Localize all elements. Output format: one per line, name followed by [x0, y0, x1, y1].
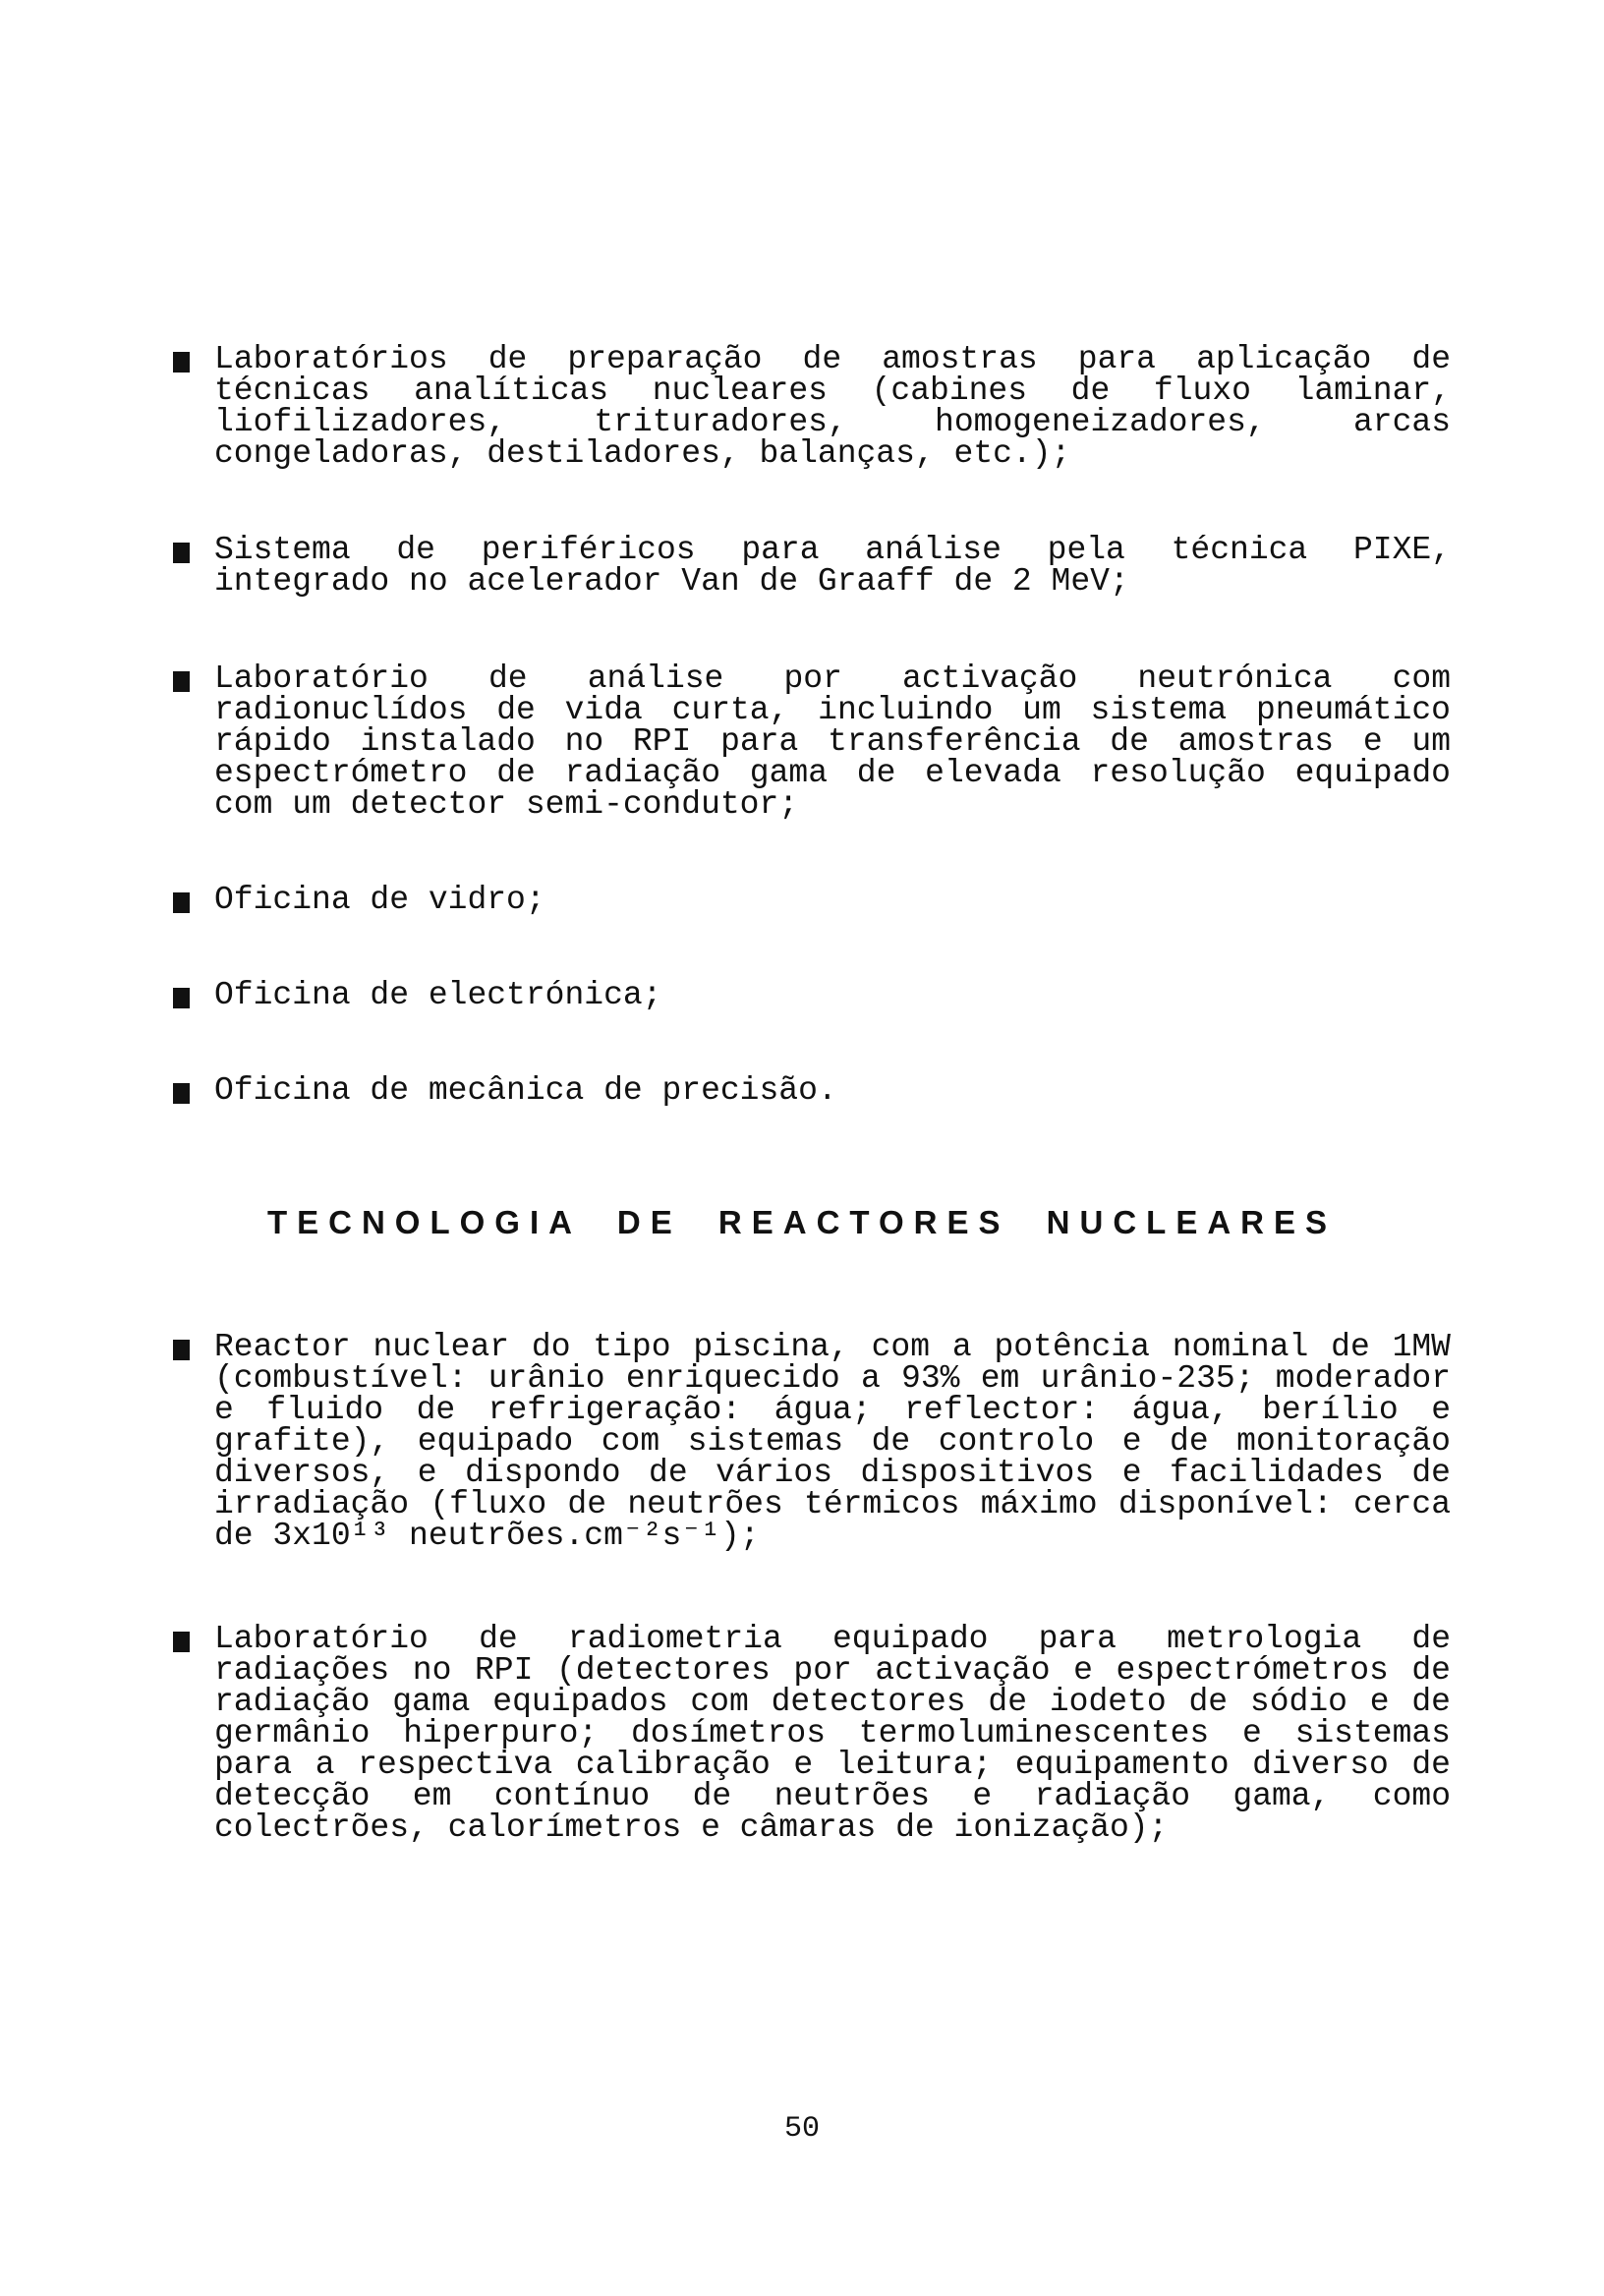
bullet-marker	[173, 352, 190, 373]
list-item	[173, 1072, 1451, 1115]
list-item-text: Sistema de periféricos para análise pela técnica PIXE, integrado no acelerador Van de Graaff de 2 MeV;	[214, 532, 1470, 600]
list-item	[173, 882, 1451, 924]
list-item	[173, 1329, 1470, 1568]
section-heading: TECNOLOGIA DE REACTORES NUCLEARES	[266, 1204, 1338, 1240]
list-item-text: Oficina de vidro;	[214, 882, 545, 918]
page-number: 50	[783, 2112, 820, 2146]
bullet-marker	[173, 892, 190, 913]
list-item-text: Oficina de electrónica;	[214, 977, 662, 1013]
bullet-marker	[173, 1083, 190, 1104]
list-item-text: Oficina de mecânica de precisão.	[214, 1072, 837, 1109]
list-item	[173, 341, 1470, 482]
list-item	[173, 660, 1470, 831]
bullet-marker	[173, 1340, 190, 1360]
bullet-marker	[173, 1632, 190, 1652]
bullet-marker	[173, 671, 190, 692]
list-item-text: Laboratório de análise por activação neutrónica com radionuclídos de vida curta, incluindo um sistema pneumático rápido instalado no RPI para transferência de amostras e um espectrómetro de radiação gama de elevada resolução equipado com um detector semi-condutor;	[214, 660, 1470, 823]
list-item-text: Reactor nuclear do tipo piscina, com a potência nominal de 1MW (combustível: urânio enriquecido a 93% em urânio-235; moderador e fluido de refrigeração: água; reflector: água, berílio e grafite), equipado com sistemas de controlo e de monitoração diversos, e dispondo de vários dispositivos e facilidades de irradiação (fluxo de neutrões térmicos máximo disponível: cerca de 3x10¹³ neutrões.cm⁻²s⁻¹);	[214, 1329, 1470, 1554]
bullet-marker	[173, 543, 190, 563]
list-item-text: Laboratórios de preparação de amostras para aplicação de técnicas analíticas nucleares (cabines de fluxo laminar, liofilizadores, trituradores, homogeneizadores, arcas congeladoras, destiladores, balanças, etc.);	[214, 341, 1470, 472]
list-item-text: Laboratório de radiometria equipado para metrologia de radiações no RPI (detectores por activação e espectrómetros de radiação gama equipados com detectores de iodeto de sódio e de germânio hiperpuro; dosímetros termoluminescentes e sistemas para a respectiva calibração e leitura; equipamento diverso de detecção em contínuo de neutrões e radiação gama, como colectrões, calorímetros e câmaras de ionização);	[214, 1621, 1470, 1846]
list-item	[173, 1621, 1470, 1860]
bullet-marker	[173, 988, 190, 1008]
list-item	[173, 977, 1451, 1019]
list-item	[173, 532, 1470, 603]
